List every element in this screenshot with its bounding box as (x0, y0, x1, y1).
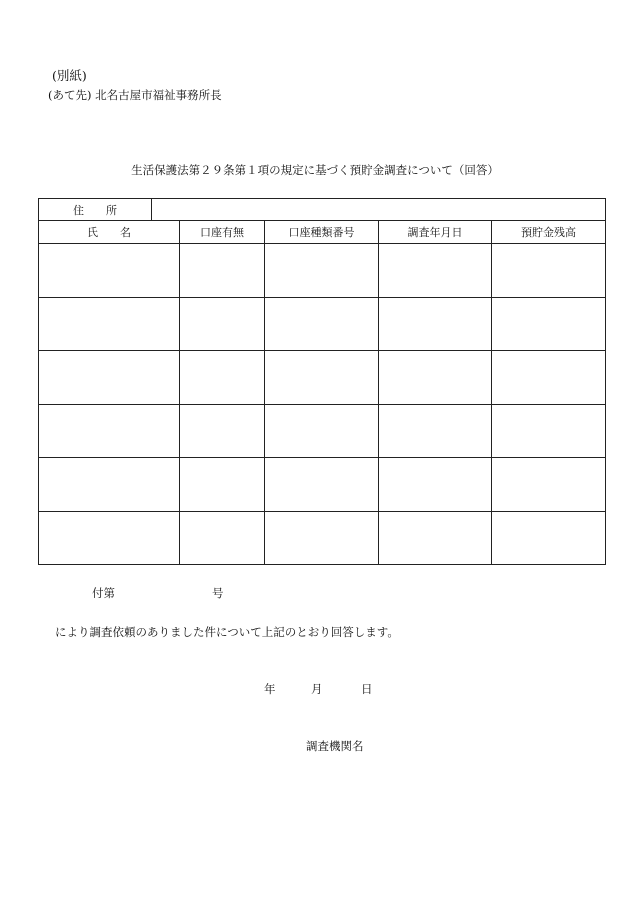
header-balance: 預貯金残高 (492, 221, 606, 244)
date-year: 年 (264, 682, 276, 696)
account-type-number-cell[interactable] (265, 458, 379, 512)
document-title: 生活保護法第２９条第１項の規定に基づく預貯金調査について（回答） (131, 163, 499, 177)
account-type-number-cell[interactable] (265, 511, 379, 565)
attachment-label: (別紙) (52, 68, 87, 83)
balance-cell[interactable] (492, 244, 606, 298)
account-exists-cell[interactable] (180, 511, 265, 565)
header-account-type-number: 口座種類番号 (265, 221, 379, 244)
account-type-number-cell[interactable] (265, 297, 379, 351)
header-name: 氏 名 (39, 221, 180, 244)
survey-date-cell[interactable] (379, 404, 492, 458)
reply-text: により調査依頼のありました件について上記のとおり回答します。 (55, 625, 399, 639)
header-row (39, 221, 606, 244)
account-type-number-cell[interactable] (265, 244, 379, 298)
account-type-number-cell[interactable] (265, 404, 379, 458)
account-exists-cell[interactable] (180, 458, 265, 512)
reference-suffix: 号 (212, 586, 224, 600)
table-row (39, 458, 606, 512)
addressee: (あて先) 北名古屋市福祉事務所長 (48, 88, 222, 102)
name-cell[interactable] (39, 458, 180, 512)
survey-date-cell[interactable] (379, 297, 492, 351)
date-month: 月 (311, 682, 323, 696)
balance-cell[interactable] (492, 351, 606, 405)
table-row (39, 244, 606, 298)
address-value-cell[interactable] (152, 199, 606, 221)
balance-cell[interactable] (492, 458, 606, 512)
name-cell[interactable] (39, 511, 180, 565)
date-day: 日 (361, 682, 373, 696)
table-row (39, 351, 606, 405)
survey-date-cell[interactable] (379, 458, 492, 512)
survey-table (38, 198, 606, 565)
header-account-exists: 口座有無 (180, 221, 265, 244)
date-line (264, 681, 373, 697)
header-survey-date: 調査年月日 (379, 221, 492, 244)
balance-cell[interactable] (492, 297, 606, 351)
name-cell[interactable] (39, 351, 180, 405)
name-cell[interactable] (39, 297, 180, 351)
survey-date-cell[interactable] (379, 351, 492, 405)
account-exists-cell[interactable] (180, 351, 265, 405)
table-row (39, 511, 606, 565)
name-cell[interactable] (39, 244, 180, 298)
reference-prefix: 付第 (92, 586, 115, 600)
name-cell[interactable] (39, 404, 180, 458)
table-row (39, 297, 606, 351)
table-row (39, 404, 606, 458)
survey-date-cell[interactable] (379, 244, 492, 298)
account-exists-cell[interactable] (180, 297, 265, 351)
account-exists-cell[interactable] (180, 404, 265, 458)
address-label: 住 所 (39, 199, 152, 221)
organization-label: 調査機関名 (306, 739, 364, 753)
account-type-number-cell[interactable] (265, 351, 379, 405)
account-exists-cell[interactable] (180, 244, 265, 298)
balance-cell[interactable] (492, 404, 606, 458)
balance-cell[interactable] (492, 511, 606, 565)
address-row (39, 199, 606, 221)
survey-date-cell[interactable] (379, 511, 492, 565)
